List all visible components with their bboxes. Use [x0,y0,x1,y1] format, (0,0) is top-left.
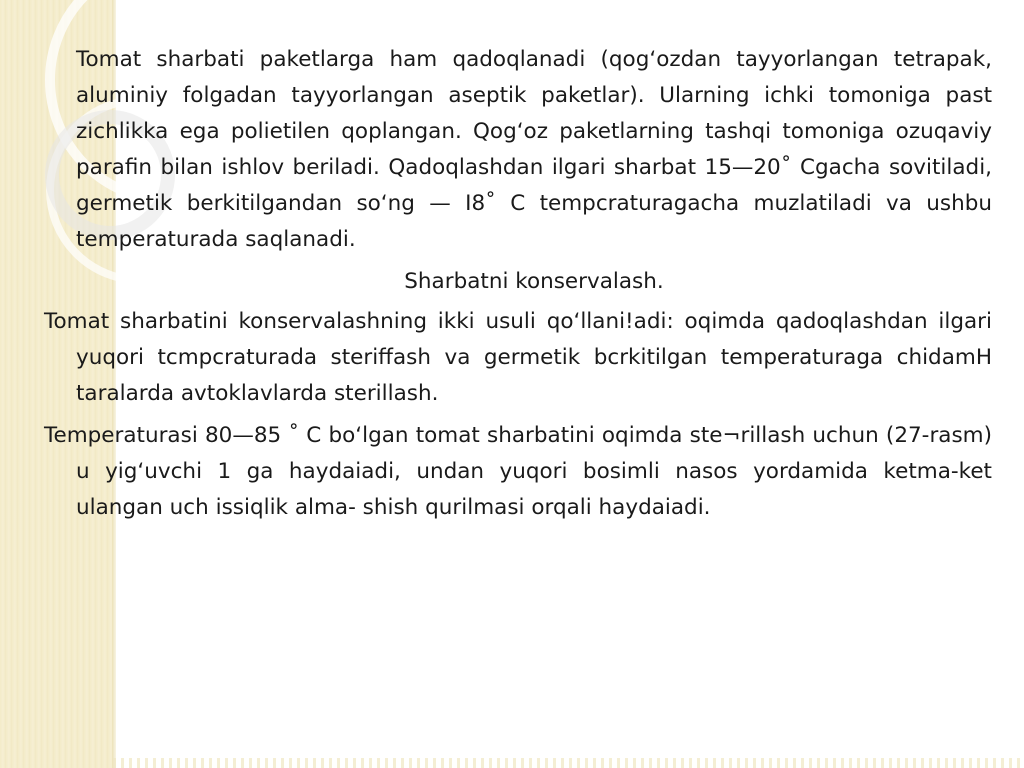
paragraph-methods: Tomat sharbatini konservalashning ikki usuli qo‘llani!adi: oqimda qadoqlashdan ilgari yuqori tcmpcraturada steriffash va germetik bcrkitilgan temperaturaga chidamH taralarda avtoklavlarda sterillash. [44,309,992,406]
slide-content [44,42,992,526]
paragraph-sterilization: Temperaturasi 80—85 ˚ C bo‘lgan tomat sharbatini oqimda ste¬rillash uchun (27-rasm) u yig‘uvchi 1 ga haydaiadi, undan yuqori bosimli nasos yordamida ketma-ket ulangan uch issiqlik alma- shish qurilmasi orqali haydaiadi. [44,423,992,520]
bottom-dotted-strip [113,758,1024,768]
paragraph-packaging: Tomat sharbati paketlarga ham qadoqlanadi (qog‘ozdan tayyorlangan tetrapak, aluminiy folgadan tayyorlangan aseptik paketlar). Ularning ichki tomoniga past zichlikka ega polietilen qoplangan. Qog‘oz paketlarning tashqi tomoniga ozuqaviy parafin bilan ishlov beriladi. Qadoqlashdan ilgari sharbat 15—20˚ Cgacha sovitiladi, germetik berkitilgandan so‘ng — I8˚ C tempcraturagacha muzlatiladi va ushbu temperaturada saqlanadi. [76,47,992,252]
section-heading: Sharbatni konservalash. [404,269,664,294]
